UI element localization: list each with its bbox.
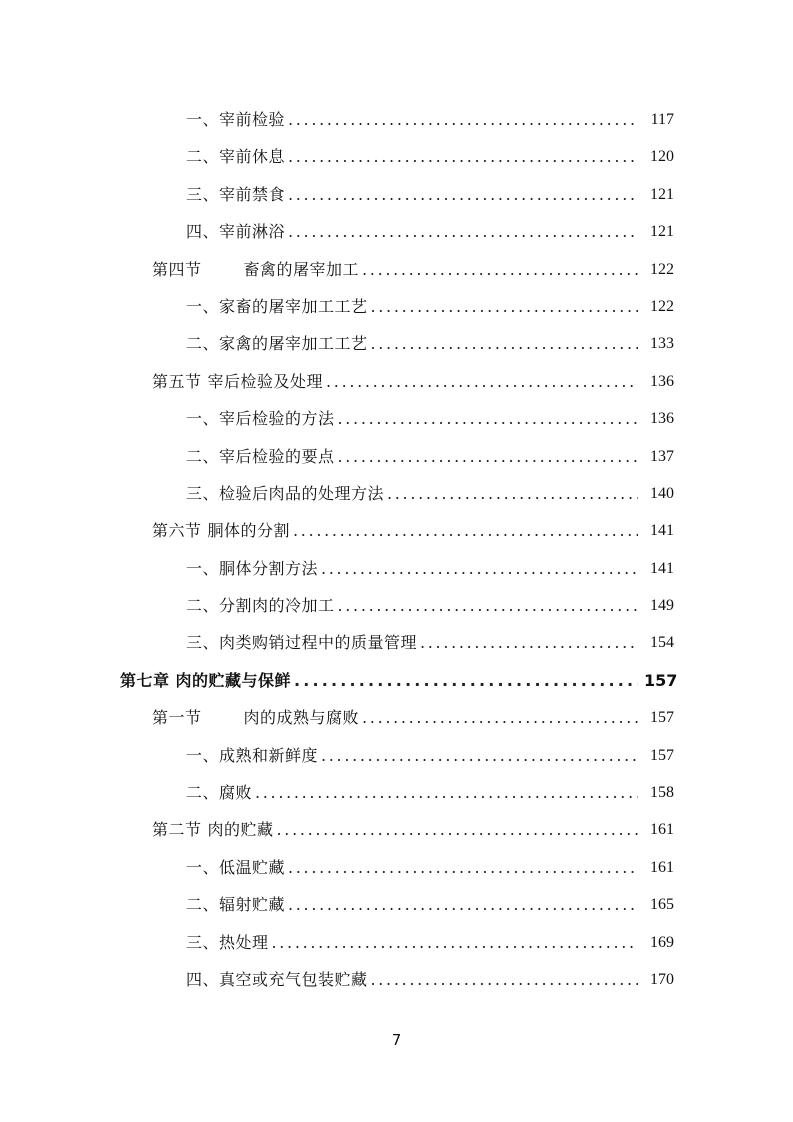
toc-entry-section[interactable] — [0, 512, 793, 549]
toc-entry-page: 149 — [650, 597, 674, 615]
toc-entry-item[interactable] — [0, 849, 793, 886]
dot-leader — [288, 138, 638, 175]
toc-entry-page: 158 — [650, 784, 674, 802]
toc-entry-label — [186, 961, 368, 998]
toc-entry-item[interactable] — [0, 624, 793, 661]
toc-entry-item[interactable] — [0, 325, 793, 362]
toc-entry-item[interactable] — [0, 737, 793, 774]
dot-leader — [362, 699, 638, 736]
toc-entry-label — [186, 924, 269, 961]
toc-entry-item[interactable] — [0, 774, 793, 811]
toc-entry-page: 117 — [650, 111, 674, 128]
toc-entry-item[interactable] — [0, 961, 793, 998]
dot-leader — [288, 101, 638, 138]
toc-entry-page: 141 — [650, 559, 674, 577]
toc-entry-item[interactable] — [0, 550, 793, 587]
toc-entry-page: 120 — [650, 148, 674, 166]
dot-leader — [288, 213, 638, 250]
toc-entry-page: 161 — [650, 821, 674, 839]
toc-entry-title: 肉的成熟与腐败 — [243, 708, 360, 728]
toc-entry-number: 第二节 — [152, 820, 202, 840]
toc-entry-page: 157 — [644, 670, 678, 690]
toc-entry-title: 二、辐射贮藏 — [186, 895, 286, 915]
toc-entry-page: 141 — [650, 522, 674, 540]
toc-entry-label — [186, 176, 285, 213]
toc-entry-label — [186, 774, 252, 811]
toc-entry-page: 140 — [650, 484, 674, 502]
toc-entry-title: 三、热处理 — [186, 932, 269, 952]
toc-entry-label — [152, 363, 323, 400]
toc-entry-page: 154 — [650, 634, 674, 652]
dot-leader — [321, 737, 638, 774]
toc-entry-page: 121 — [650, 223, 674, 241]
toc-entry-chapter[interactable] — [0, 662, 793, 699]
toc-entry-page: 169 — [650, 933, 674, 951]
toc-entry-label — [186, 101, 285, 138]
toc-entry-page: 165 — [650, 896, 674, 914]
dot-leader — [293, 512, 638, 549]
toc-entry-number: 第四节 — [152, 259, 202, 279]
toc-entry-label — [120, 662, 291, 699]
dot-leader — [371, 961, 638, 998]
dot-leader — [321, 550, 638, 587]
dot-leader — [288, 849, 638, 886]
toc-entry-item[interactable] — [0, 176, 793, 213]
toc-entry-title: 肉的贮藏与保鲜 — [175, 670, 292, 690]
toc-entry-title: 三、宰前禁食 — [186, 184, 286, 204]
toc-entry-title: 宰后检验及处理 — [207, 371, 324, 391]
toc-entry-label — [186, 624, 417, 661]
toc-entry-title: 四、真空或充气包装贮藏 — [186, 969, 368, 989]
toc-entry-label — [186, 550, 318, 587]
dot-leader — [371, 325, 638, 362]
toc-entry-label — [186, 138, 285, 175]
toc-entry-label — [186, 849, 285, 886]
toc-entry-page: 136 — [650, 410, 674, 428]
dot-leader — [387, 475, 638, 512]
toc-entry-number: 第六节 — [152, 521, 202, 541]
toc-entry-number: 第七章 — [120, 670, 170, 690]
toc-entry-page: 137 — [650, 447, 674, 465]
toc-entry-item[interactable] — [0, 438, 793, 475]
toc-entry-item[interactable] — [0, 138, 793, 175]
toc-entry-item[interactable] — [0, 213, 793, 250]
toc-entry-title: 一、宰前检验 — [186, 110, 286, 129]
toc-entry-title: 肉的贮藏 — [207, 820, 274, 840]
dot-leader — [371, 288, 638, 325]
dot-leader — [294, 662, 638, 699]
toc-entry-label — [186, 587, 335, 624]
toc-entry-label — [152, 811, 274, 848]
toc-entry-item[interactable] — [0, 886, 793, 923]
dot-leader — [288, 176, 638, 213]
toc-entry-page: 133 — [650, 335, 674, 353]
toc-entry-item[interactable] — [0, 288, 793, 325]
dot-leader — [288, 886, 638, 923]
toc-entry-label — [186, 400, 335, 437]
toc-entry-title: 畜禽的屠宰加工 — [243, 259, 360, 279]
toc-entry-page: 122 — [650, 297, 674, 315]
toc-entry-label — [152, 512, 290, 549]
toc-entry-title: 二、家禽的屠宰加工工艺 — [186, 334, 368, 354]
toc-entry-page: 170 — [650, 970, 674, 988]
toc-entry-item[interactable] — [0, 475, 793, 512]
toc-entry-title: 一、成熟和新鲜度 — [186, 745, 319, 765]
toc-entry-label — [186, 288, 368, 325]
toc-entry-section[interactable] — [0, 699, 793, 736]
toc-entry-page: 121 — [650, 185, 674, 203]
dot-leader — [255, 774, 638, 811]
toc-entry-item[interactable] — [0, 587, 793, 624]
dot-leader — [362, 251, 638, 288]
toc-entry-section[interactable] — [0, 251, 793, 288]
toc-entry-page: 157 — [650, 709, 674, 727]
toc-entry-page: 122 — [650, 260, 674, 278]
toc-entry-title: 三、肉类购销过程中的质量管理 — [186, 633, 418, 653]
toc-entry-label — [186, 737, 318, 774]
toc-entry-label — [186, 475, 384, 512]
toc-entry-label — [186, 438, 335, 475]
toc-entry-title: 四、宰前淋浴 — [186, 222, 286, 242]
dot-leader — [277, 811, 638, 848]
toc-entry-title: 二、分割肉的冷加工 — [186, 596, 335, 616]
dot-leader — [338, 400, 638, 437]
toc-entry-label — [152, 699, 359, 736]
dot-leader — [272, 924, 638, 961]
dot-leader — [338, 587, 638, 624]
toc-entry-section[interactable] — [0, 811, 793, 848]
toc-entry-section[interactable] — [0, 363, 793, 400]
toc-entry-title: 二、宰前休息 — [186, 147, 286, 167]
toc-entry-title: 一、家畜的屠宰加工工艺 — [186, 296, 368, 316]
toc-entry-item[interactable] — [0, 400, 793, 437]
toc-entry-title: 一、胴体分割方法 — [186, 558, 319, 578]
toc-entry-number: 第一节 — [152, 708, 202, 728]
toc-entry-title: 二、宰后检验的要点 — [186, 446, 335, 466]
toc-entry-title: 胴体的分割 — [207, 521, 291, 541]
dot-leader — [420, 624, 638, 661]
toc-entry-label — [186, 886, 285, 923]
toc-entry-label — [186, 213, 285, 250]
toc-entry-title: 一、宰后检验的方法 — [186, 409, 335, 429]
dot-leader — [338, 438, 638, 475]
toc-entry-label — [186, 325, 368, 362]
toc-entry-page: 136 — [650, 372, 674, 390]
dot-leader — [326, 363, 638, 400]
toc-entry-page: 157 — [650, 746, 674, 764]
toc-entry-item[interactable] — [0, 101, 793, 138]
toc-entry-title: 二、腐败 — [186, 783, 253, 803]
page-number: 7 — [391, 1031, 402, 1049]
toc-entry-item[interactable] — [0, 924, 793, 961]
toc-entry-number: 第五节 — [152, 371, 202, 391]
table-of-contents — [0, 101, 793, 998]
toc-entry-label — [152, 251, 359, 288]
toc-entry-page: 161 — [650, 858, 674, 876]
toc-entry-title: 三、检验后肉品的处理方法 — [186, 483, 385, 503]
toc-entry-title: 一、低温贮藏 — [186, 857, 286, 877]
